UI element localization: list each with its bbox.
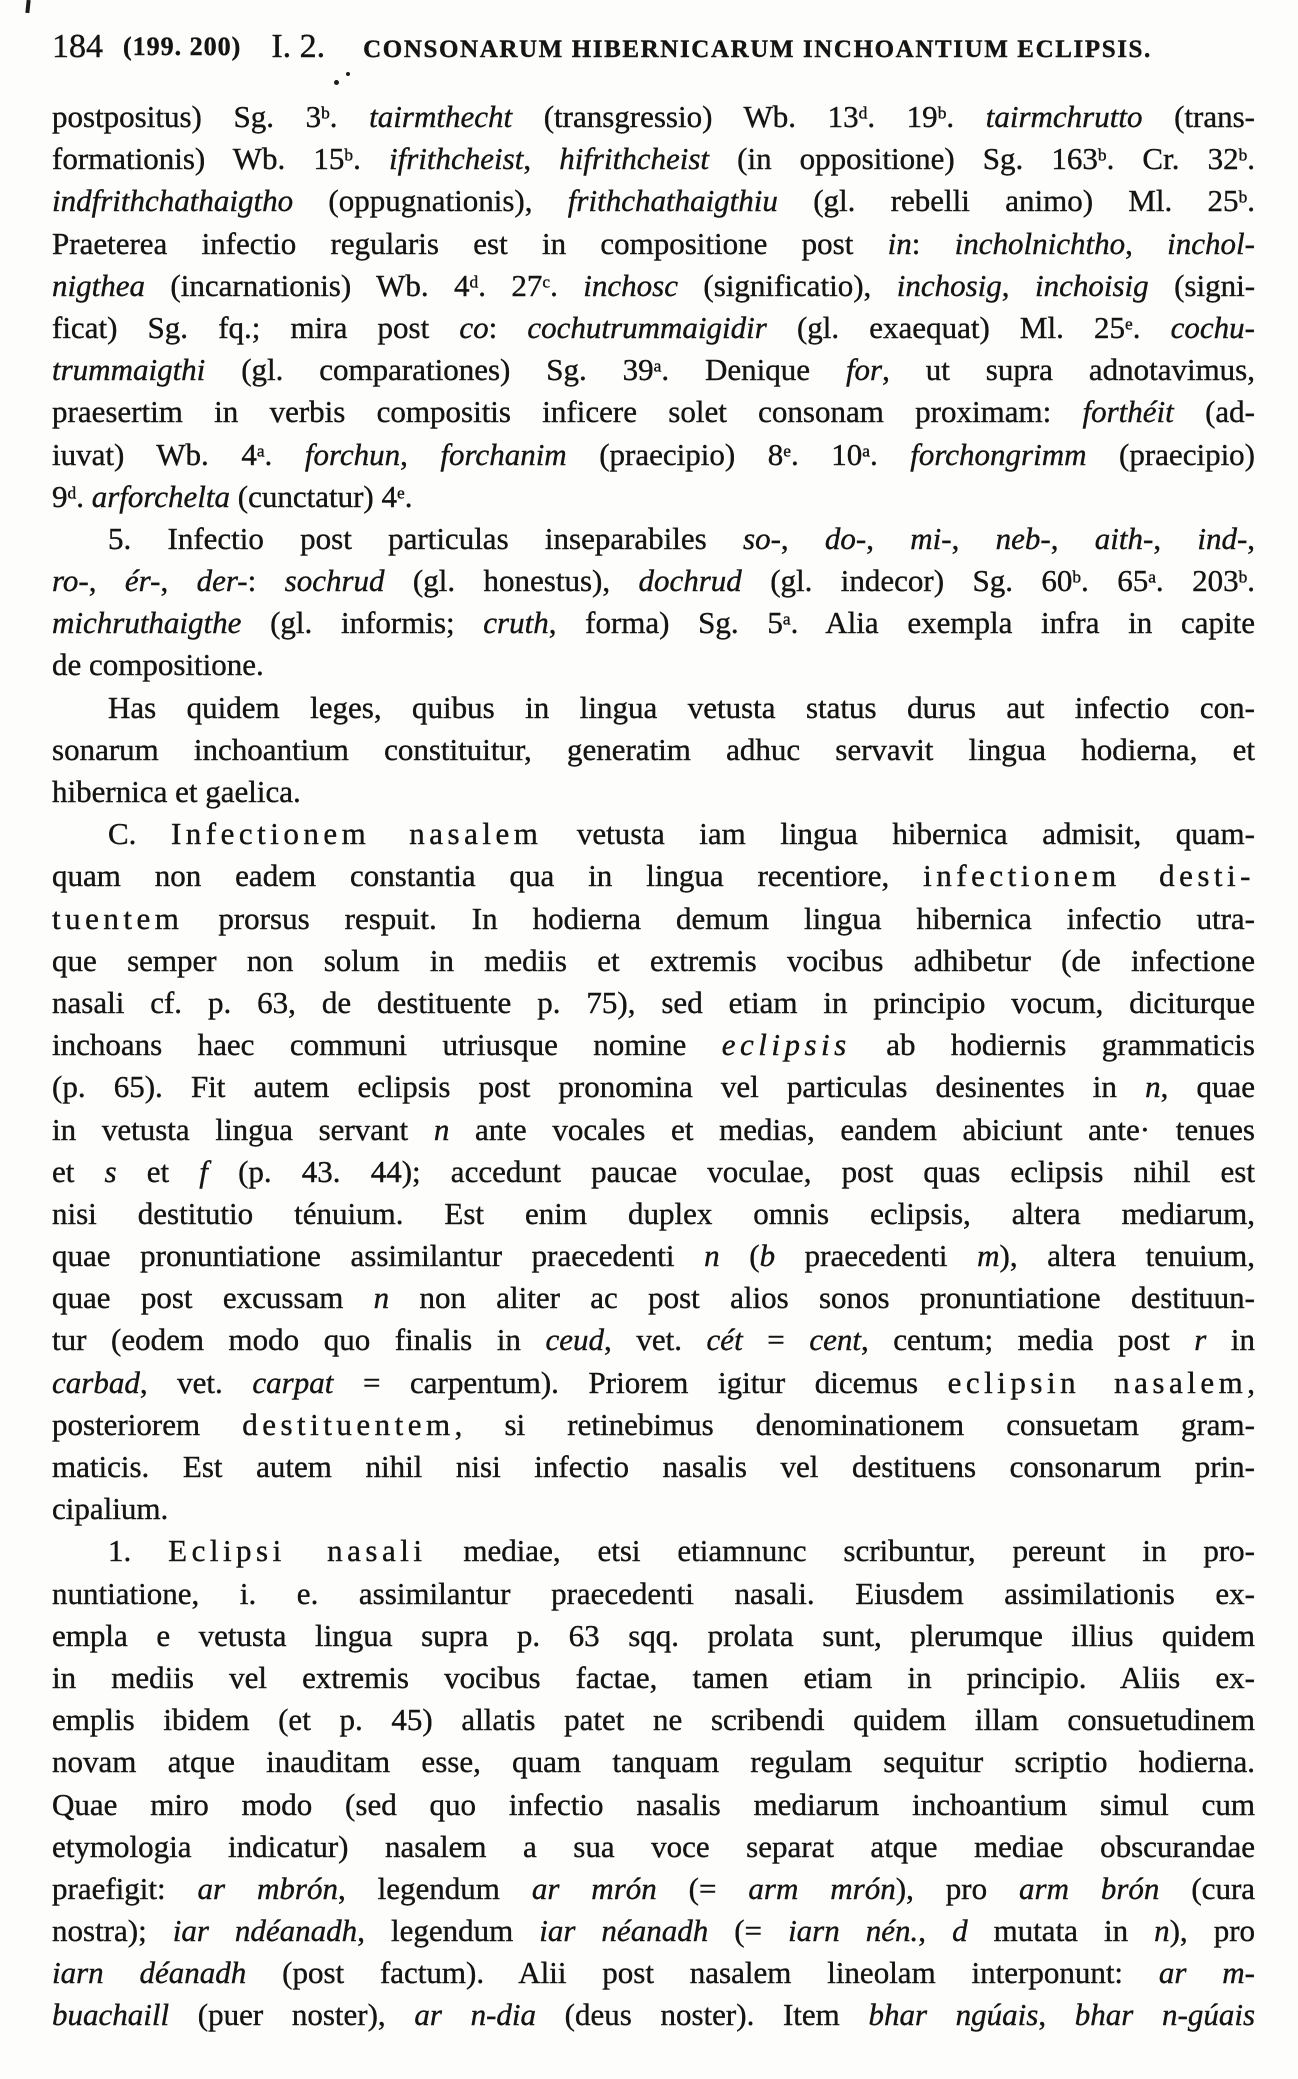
- body-text: ,: [951, 520, 996, 556]
- irish-term: tairmchrutto: [985, 99, 1143, 134]
- body-text: in vetusta lingua servant: [52, 1111, 434, 1147]
- body-text: nisi destitutio ténuium. Est enim duplex omnis eclipsis, altera mediarum,: [52, 1195, 1255, 1231]
- text-line: [52, 771, 1255, 813]
- irish-term: forchun: [304, 436, 401, 472]
- text-line: [52, 434, 1255, 476]
- body-text: (p. 43. 44); accedunt paucae voculae, post quas eclipsis nihil est: [207, 1153, 1255, 1189]
- body-text: emplis ibidem (et p. 45) allatis patet ne scribendi quidem illam consuetudinem: [52, 1702, 1255, 1738]
- irish-term: cochutrummaigidir: [527, 309, 767, 345]
- irish-term: d: [952, 1913, 968, 1949]
- body-text: empla e vetusta lingua supra p. 63 sqq. prolata sunt, plerumque illius quidem: [52, 1617, 1255, 1653]
- irish-term: inchosc: [583, 267, 678, 303]
- irish-term: hifrithcheist: [559, 141, 710, 177]
- irish-term: n: [1145, 1069, 1161, 1105]
- body-text: etymologia indicatur) nasalem a sua voce separat atque mediae obscurandae: [52, 1828, 1255, 1864]
- body-text: quae post excussam: [52, 1280, 374, 1316]
- irish-term: n: [433, 1111, 450, 1147]
- irish-term: frithchathaigthiu: [567, 183, 778, 219]
- text-line: [52, 1362, 1255, 1404]
- irish-term: arm brón: [1019, 1870, 1160, 1906]
- body-text: ,: [1125, 225, 1168, 261]
- body-text: ,: [1247, 520, 1256, 556]
- text-line: [52, 602, 1255, 644]
- text-line: [52, 1446, 1255, 1488]
- body-text: tur (eodem modo quo finalis in: [52, 1322, 546, 1358]
- body-text: formationis) Wb. 15: [52, 141, 345, 177]
- text-line: [52, 1952, 1255, 1994]
- superscript-ref: e: [783, 440, 791, 460]
- text-line: [52, 1235, 1255, 1277]
- body-text: .: [1247, 563, 1256, 599]
- body-text: ,: [1247, 1364, 1255, 1400]
- body-text: 9: [52, 478, 68, 514]
- body-text: postpositus) Sg. 3: [52, 99, 322, 134]
- ink-artifact: [334, 80, 339, 85]
- page-number: 184: [52, 28, 103, 65]
- body-text: ,: [918, 1913, 953, 1949]
- irish-term: mi-: [910, 520, 952, 556]
- running-title: CONSONARUM HIBERNICARUM INCHOANTIUM ECLIPSIS.: [363, 36, 1152, 63]
- superscript-ref: b: [937, 103, 947, 123]
- text-line: [52, 1277, 1255, 1319]
- irish-term: so-: [743, 520, 781, 556]
- body-text: 1.: [108, 1533, 169, 1569]
- irish-term: cent: [809, 1322, 861, 1358]
- body-text: maticis. Est autem nihil nisi infectio nasalis vel destituens consonarum prin-: [52, 1449, 1255, 1484]
- irish-term: f: [199, 1153, 208, 1189]
- irish-term: buachaill: [52, 1997, 170, 2033]
- body-text: , vet.: [604, 1322, 707, 1358]
- body-text: mutata in: [967, 1913, 1155, 1949]
- body-text: . 19: [867, 99, 938, 134]
- superscript-ref: a: [1148, 567, 1156, 587]
- irish-term: carpat: [252, 1364, 334, 1400]
- body-text: ,: [1001, 267, 1035, 303]
- irish-term: ar mrón: [531, 1870, 657, 1906]
- irish-term: b: [759, 1238, 776, 1274]
- body-text: (puer noster),: [169, 1997, 415, 2033]
- body-text: ficat) Sg. fq.; mira post: [52, 309, 460, 345]
- text-line: [52, 1657, 1255, 1699]
- superscript-ref: a: [782, 609, 791, 629]
- superscript-ref: c: [542, 272, 551, 292]
- irish-term: r: [1194, 1322, 1207, 1358]
- body-text: (oppugnationis),: [293, 183, 568, 219]
- irish-term: indfrithchathaigtho: [52, 183, 294, 219]
- body-text: 5. Infectio post particulas inseparabiles: [108, 520, 743, 556]
- body-text: (transgressio) Wb. 13: [512, 99, 859, 134]
- body-text: (: [719, 1238, 760, 1274]
- text-line: [52, 1530, 1255, 1572]
- irish-term: trummaigthi: [52, 352, 206, 388]
- irish-term: ér-: [124, 563, 161, 599]
- irish-term: bhar n-gúais: [1074, 1997, 1256, 2033]
- body-text: praesertim in verbis compositis inficere solet consonam proximam:: [52, 394, 1083, 430]
- text-line: [52, 1868, 1255, 1910]
- spaced-emphasis: tuentem: [52, 900, 184, 936]
- body-text: novam atque inauditam esse, quam tanquam regulam sequitur scriptio hodierna.: [52, 1744, 1255, 1780]
- paragraph: [52, 96, 1255, 518]
- text-line: [52, 307, 1255, 349]
- text-line: [52, 1151, 1255, 1193]
- body-text: (gl. informis;: [241, 605, 484, 641]
- irish-term: inchoisig: [1034, 267, 1149, 303]
- body-text: prorsus respuit. In hodierna demum lingua hibernica infectio utra-: [183, 900, 1255, 936]
- superscript-ref: d: [858, 103, 868, 123]
- body-text: .: [869, 436, 911, 472]
- irish-term: in: [887, 225, 912, 261]
- text-line: [52, 940, 1255, 982]
- body-text: praecedenti: [775, 1238, 978, 1274]
- body-text: (gl. comparationes) Sg. 39: [205, 352, 654, 388]
- body-text: vetusta iam lingua hibernica admisit, quam-: [542, 816, 1255, 852]
- body-text: posteriorem: [52, 1406, 243, 1442]
- body-text: :: [911, 225, 955, 261]
- irish-term: m: [977, 1238, 1000, 1274]
- superscript-ref: b: [321, 103, 330, 123]
- irish-term: michruthaigthe: [52, 605, 242, 641]
- text-line: [52, 1994, 1255, 2036]
- text-line: [52, 1066, 1255, 1108]
- irish-term: n: [373, 1280, 390, 1316]
- body-text: (=: [656, 1870, 749, 1906]
- body-text: in: [1206, 1322, 1256, 1358]
- body-text: .: [1132, 309, 1171, 345]
- page-reference: (199. 200): [123, 32, 242, 61]
- body-text: (post factum). Alii post nasalem lineolam interponunt:: [246, 1955, 1159, 1991]
- irish-term: n: [704, 1238, 720, 1274]
- body-text: :: [488, 309, 528, 345]
- paragraph: [52, 518, 1255, 687]
- body-text: in mediis vel extremis vocibus factae, tamen etiam in principio. Aliis ex-: [52, 1659, 1255, 1695]
- superscript-ref: b: [1238, 567, 1248, 587]
- body-text: hibernica et gaelica.: [52, 774, 301, 809]
- page-header: [52, 28, 1255, 66]
- irish-term: forthéit: [1082, 394, 1174, 430]
- body-text: ,: [1038, 1997, 1075, 2033]
- text-line: [52, 729, 1255, 771]
- body-text: . 65: [1081, 563, 1149, 599]
- superscript-ref: b: [1072, 567, 1082, 587]
- body-text: ,: [400, 436, 441, 472]
- irish-term: arm mrón: [748, 1870, 896, 1906]
- irish-term: sochrud: [284, 563, 385, 599]
- paragraph: [52, 1530, 1255, 2036]
- body-text: ante vocales et medias, eandem abiciunt ante· tenues: [449, 1111, 1255, 1147]
- body-text: .: [264, 436, 305, 472]
- text-line: [52, 1910, 1255, 1952]
- text-line: [52, 349, 1255, 391]
- body-text: nasali cf. p. 63, de destituente p. 75), sed etiam in principio vocum, diciturque: [52, 984, 1255, 1020]
- body-text: nuntiatione, i. e. assimilantur praecedenti nasali. Eiusdem assimilationis ex-: [52, 1575, 1255, 1611]
- body-text: Praeterea infectio regularis est in compositione post: [52, 225, 888, 261]
- body-text: .: [353, 141, 389, 177]
- superscript-ref: b: [1238, 145, 1248, 165]
- body-text: , si retinebimus denominationem consuetam gram-: [454, 1406, 1255, 1442]
- superscript-ref: b: [1238, 187, 1248, 207]
- body-text: quae pronuntiatione assimilantur praecedenti: [52, 1238, 705, 1274]
- body-text: (p. 65). Fit autem eclipsis post pronomina vel particulas desinentes in: [52, 1069, 1146, 1105]
- text-line: [52, 982, 1255, 1024]
- irish-term: s: [104, 1153, 117, 1189]
- body-text: (significatio),: [678, 267, 897, 303]
- irish-term: co: [459, 309, 489, 345]
- text-line: [52, 813, 1255, 855]
- irish-term: for: [845, 352, 883, 388]
- body-text: que semper non solum in mediis et extremis vocibus adhibetur (de infectione: [52, 942, 1255, 978]
- superscript-ref: b: [344, 145, 354, 165]
- irish-term: inchol-: [1167, 225, 1255, 261]
- text-line: [52, 96, 1255, 138]
- body-text: (praecipio): [1086, 436, 1256, 472]
- text-line: [52, 138, 1255, 180]
- body-text: ), pro: [1169, 1913, 1256, 1949]
- irish-term: dochrud: [638, 563, 742, 599]
- body-text: ,: [160, 563, 197, 599]
- body-text: , centum; media post: [860, 1322, 1195, 1358]
- body-text: . Cr. 32: [1106, 141, 1239, 177]
- text-line: [52, 1404, 1255, 1446]
- body-text: nostra);: [52, 1913, 173, 1949]
- body-text: , quae: [1160, 1069, 1255, 1105]
- body-text: , legendum: [337, 1870, 532, 1906]
- irish-term: ifrithcheist: [388, 141, 524, 177]
- irish-term: iar néanadh: [539, 1913, 709, 1949]
- body-text: (gl. honestus),: [384, 563, 639, 599]
- irish-term: der-: [196, 563, 248, 599]
- text-line: [52, 518, 1255, 560]
- spaced-emphasis: Infectionem nasalem: [170, 816, 543, 852]
- body-text: ,: [866, 520, 911, 556]
- text-line: [52, 1741, 1255, 1783]
- spaced-emphasis: destituentem: [242, 1406, 455, 1442]
- body-text: ), altera tenuium,: [999, 1238, 1255, 1274]
- superscript-ref: b: [1097, 145, 1107, 165]
- body-text: cipalium.: [52, 1491, 169, 1527]
- body-text: ), pro: [895, 1870, 1019, 1906]
- body-text: mediae, etsi etiamnunc scribuntur, pereunt in pro-: [426, 1533, 1255, 1569]
- text-line: [52, 1784, 1255, 1826]
- body-text: (trans-: [1142, 99, 1256, 134]
- body-text: , vet.: [139, 1364, 253, 1400]
- spaced-emphasis: eclipsin nasalem: [947, 1364, 1248, 1400]
- irish-term: tairmthecht: [369, 99, 513, 134]
- superscript-ref: e: [397, 483, 405, 503]
- body-text: non aliter ac post alios sonos pronuntiatione destituun-: [389, 1280, 1255, 1316]
- text-line: [52, 180, 1255, 222]
- ink-artifact: [25, 0, 30, 13]
- irish-term: ar mbrón: [197, 1870, 338, 1906]
- body-text: de compositione.: [52, 647, 264, 683]
- irish-term: arforchelta: [91, 478, 231, 514]
- irish-term: forchanim: [440, 436, 567, 472]
- body-text: (cunctatur) 4: [230, 478, 398, 514]
- text-line: [52, 391, 1255, 433]
- body-text: (gl. indecor) Sg. 60: [741, 563, 1073, 599]
- irish-term: incholnichtho: [954, 225, 1126, 261]
- body-text: , legendum: [357, 1913, 540, 1949]
- superscript-ref: a: [653, 356, 662, 376]
- text-line: [52, 560, 1255, 602]
- body-text: (praecipio) 8: [566, 436, 784, 472]
- superscript-ref: d: [469, 272, 479, 292]
- body-text: et: [116, 1153, 200, 1189]
- irish-term: ar m-: [1158, 1955, 1256, 1991]
- irish-term: nigthea: [52, 267, 145, 303]
- spaced-emphasis: Eclipsi nasali: [168, 1533, 427, 1569]
- text-line: [52, 1193, 1255, 1235]
- body-text: Has quidem leges, quibus in lingua vetusta status durus aut infectio con-: [108, 689, 1255, 725]
- body-text: sonarum inchoantium constituitur, generatim adhuc servavit lingua hodierna, et: [52, 731, 1255, 767]
- irish-term: cét: [706, 1322, 743, 1358]
- body-text: , forma) Sg. 5: [548, 605, 783, 641]
- text-line: [52, 898, 1255, 940]
- page-body: [52, 96, 1255, 2037]
- body-text: .: [550, 267, 584, 303]
- body-text: . 10: [790, 436, 863, 472]
- irish-term: ind-: [1197, 520, 1248, 556]
- body-text: . Alia exempla infra in capite: [790, 605, 1255, 641]
- body-text: . Denique: [661, 352, 846, 388]
- body-text: .: [1247, 141, 1256, 177]
- body-text: =: [742, 1322, 810, 1358]
- body-text: Quae miro modo (sed quo infectio nasalis mediarum inchoantium simul cum: [52, 1786, 1255, 1822]
- body-text: iuvat) Wb. 4: [52, 436, 257, 472]
- irish-term: iarn déanadh: [52, 1955, 247, 1991]
- body-text: (cura: [1159, 1870, 1256, 1906]
- paragraph: [52, 687, 1255, 814]
- irish-term: carbad: [52, 1364, 140, 1400]
- text-line: [52, 687, 1255, 729]
- text-line: [52, 1615, 1255, 1657]
- text-line: [52, 223, 1255, 265]
- body-text: (gl. rebelli animo) Ml. 25: [777, 183, 1239, 219]
- body-text: = carpentum). Priorem igitur dicemus: [333, 1364, 948, 1400]
- body-text: (=: [708, 1913, 789, 1949]
- irish-term: neb-: [995, 520, 1051, 556]
- body-text: .: [76, 478, 92, 514]
- body-text: .: [404, 478, 413, 514]
- body-text: .: [329, 99, 370, 134]
- body-text: . 203: [1155, 563, 1239, 599]
- body-text: :: [247, 563, 285, 599]
- body-text: quam non eadem constantia qua in lingua recentiore,: [52, 858, 924, 894]
- text-line: [52, 855, 1255, 897]
- irish-term: ar n-dia: [414, 1997, 537, 2033]
- text-line: [52, 265, 1255, 307]
- text-line: [52, 1488, 1255, 1530]
- body-text: praefigit:: [52, 1870, 198, 1906]
- text-line: [52, 1826, 1255, 1868]
- superscript-ref: a: [862, 440, 870, 460]
- superscript-ref: e: [1125, 314, 1133, 334]
- irish-term: cruth: [483, 605, 549, 641]
- superscript-ref: a: [256, 440, 265, 460]
- irish-term: n: [1154, 1913, 1170, 1949]
- irish-term: cochu-: [1170, 309, 1255, 345]
- body-text: (incarnationis) Wb. 4: [145, 267, 470, 303]
- text-line: [52, 1109, 1255, 1151]
- body-text: , ut supra adnotavimus,: [882, 352, 1255, 388]
- text-line: [52, 1319, 1255, 1361]
- body-text: C.: [108, 816, 171, 852]
- body-text: ,: [1153, 520, 1198, 556]
- section-number: I. 2.: [271, 28, 326, 65]
- body-text: (gl. exaequat) Ml. 25: [766, 309, 1126, 345]
- text-line: [52, 644, 1255, 686]
- spaced-emphasis: infectionem desti-: [923, 858, 1255, 894]
- irish-term: aith-: [1094, 520, 1154, 556]
- irish-term: bhar ngúais: [868, 1997, 1039, 2033]
- body-text: et: [52, 1153, 105, 1189]
- body-text: ,: [1050, 520, 1095, 556]
- text-line: [52, 476, 1255, 518]
- body-text: (ad-: [1173, 394, 1256, 430]
- ink-artifact: [346, 72, 350, 76]
- irish-term: iarn nén.: [788, 1913, 919, 1949]
- text-line: [52, 1024, 1255, 1066]
- text-line: [52, 1699, 1255, 1741]
- body-text: ab hodiernis grammaticis: [850, 1027, 1255, 1063]
- irish-term: do-: [824, 520, 867, 556]
- irish-term: ro-: [52, 563, 89, 599]
- irish-term: ceud: [545, 1322, 605, 1358]
- superscript-ref: d: [67, 483, 77, 503]
- paragraph: [52, 813, 1255, 1530]
- irish-term: iar ndéanadh: [172, 1913, 358, 1949]
- body-text: . 27: [478, 267, 543, 303]
- text-line: [52, 1573, 1255, 1615]
- body-text: ,: [88, 563, 125, 599]
- body-text: .: [946, 99, 986, 134]
- body-text: (in oppositione) Sg. 163: [709, 141, 1098, 177]
- body-text: .: [1247, 183, 1255, 219]
- body-text: (deus noster). Item: [536, 1997, 869, 2033]
- body-text: ,: [523, 141, 560, 177]
- irish-term: inchosig: [896, 267, 1002, 303]
- italic-spaced-emphasis: eclipsis: [721, 1027, 851, 1063]
- body-text: inchoans haec communi utriusque nomine: [52, 1027, 722, 1063]
- body-text: ,: [780, 520, 825, 556]
- body-text: (signi-: [1148, 267, 1256, 303]
- irish-term: forchongrimm: [910, 436, 1087, 472]
